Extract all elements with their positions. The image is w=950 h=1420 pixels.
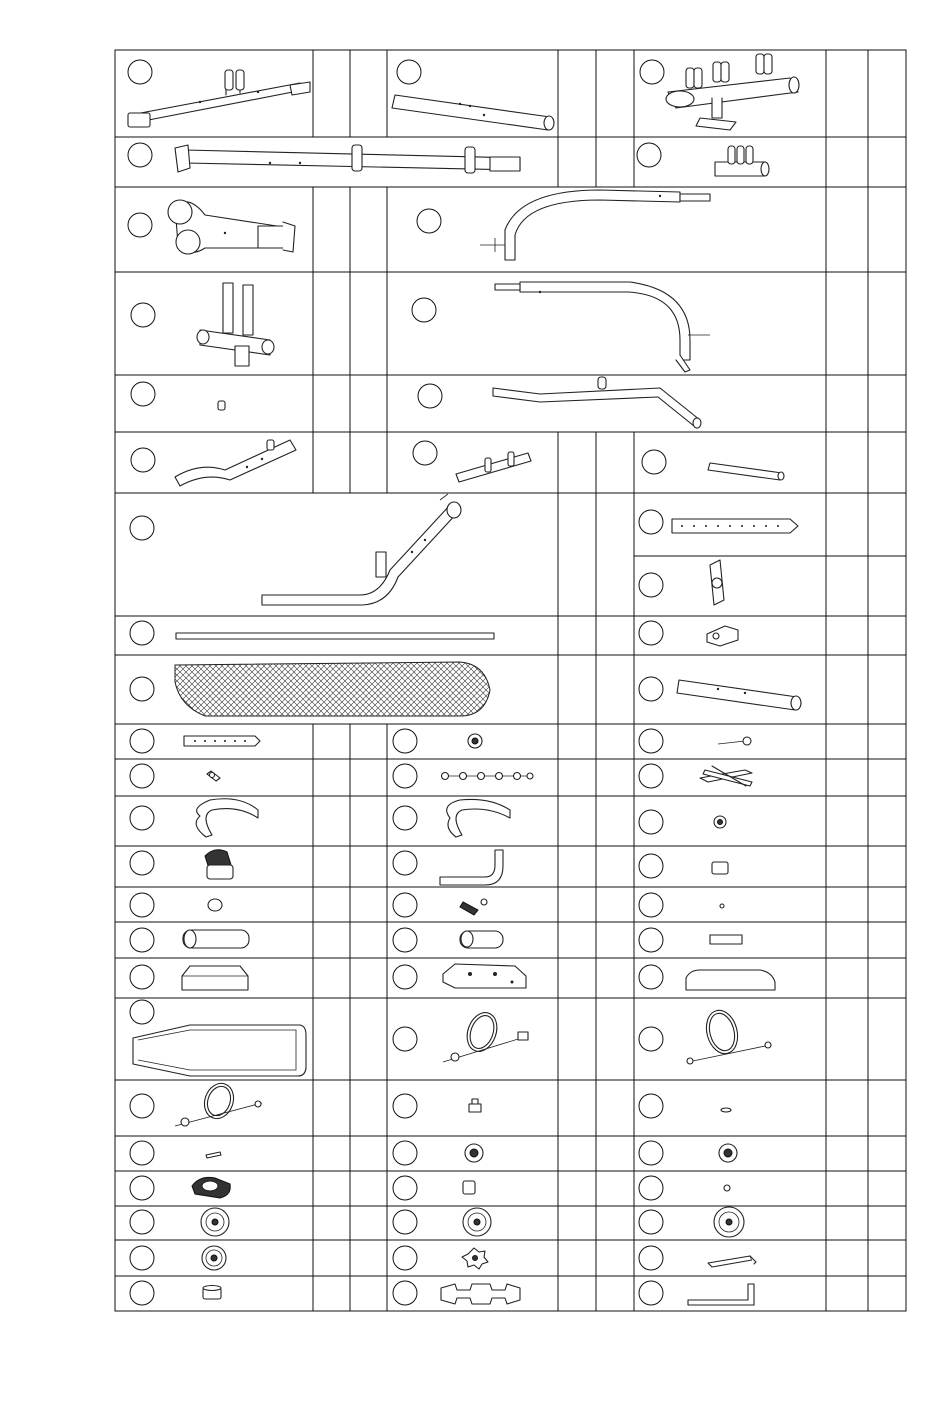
flat-washer-drawing [721, 1108, 731, 1112]
small-bracket-tube-drawing [715, 146, 769, 176]
seat-support-frame-drawing [666, 54, 799, 130]
pulley-wheel-drawing [465, 1144, 483, 1162]
small-nut-drawing [724, 1185, 730, 1191]
nut-drawing [714, 816, 726, 828]
hole-strip-drawing [184, 736, 260, 746]
weight-plate-d-drawing [202, 1246, 226, 1270]
allen-key-drawing [708, 1256, 756, 1267]
square-nut-drawing [463, 1181, 475, 1194]
flat-pad-drawing [710, 935, 742, 944]
long-tube-drawing [392, 95, 554, 130]
long-rod-drawing [176, 633, 494, 639]
weight-plate-a-drawing [201, 1208, 229, 1236]
curved-upright-arm-drawing [480, 190, 710, 260]
cable-pulley-c-drawing [175, 1079, 262, 1126]
star-knob-drawing [462, 1248, 488, 1269]
chain-drawing [442, 773, 534, 780]
l-tube-drawing [440, 850, 503, 885]
washer-cap-drawing [468, 734, 482, 748]
base-plate-drawing [443, 964, 526, 988]
rear-stabilizer-frame-drawing [175, 145, 520, 173]
knob-handle-drawing [205, 850, 233, 879]
small-ball-drawing [720, 904, 724, 908]
pin-drawing [206, 1152, 221, 1158]
end-cap-drawing [203, 1286, 221, 1300]
strap-band-drawing [196, 799, 258, 837]
chain-link-drawing [207, 771, 220, 781]
back-pad-drawing [133, 1025, 306, 1076]
spacer-drawing [712, 862, 728, 874]
cable-pulley-b-drawing [687, 1007, 771, 1064]
curved-top-arm-drawing [495, 282, 710, 372]
back-cushion-small-drawing [686, 970, 775, 990]
mesh-panel-drawing [175, 662, 490, 716]
small-clamp-drawing [707, 626, 738, 646]
bushing-drawing [208, 899, 222, 911]
long-allen-key-drawing [688, 1284, 754, 1305]
weight-plate-c-drawing [714, 1207, 744, 1237]
main-base-frame-drawing [128, 70, 310, 127]
small-knob-drawing [218, 401, 225, 410]
foam-roller-small-drawing [460, 931, 503, 948]
pulley-wheel-2-drawing [719, 1144, 737, 1162]
tube-with-holes-drawing [677, 680, 801, 710]
incline-frame-drawing [262, 494, 461, 605]
nut-small-drawing [469, 1099, 481, 1112]
handle-bar-drawing [493, 377, 701, 428]
hinge-bracket-drawing [710, 560, 724, 605]
bent-tube-drawing [175, 440, 296, 486]
wrench-set-drawing [700, 766, 752, 786]
clip-drawing [460, 899, 487, 915]
short-bar-drawing [456, 452, 531, 482]
cable-clamp-drawing [192, 1177, 230, 1198]
pivot-bracket-assembly-drawing [168, 200, 295, 254]
cable-pulley-a-drawing [443, 1008, 528, 1062]
weight-plate-b-drawing [463, 1208, 491, 1236]
round-rod-drawing [708, 463, 784, 480]
strap-band-2-drawing [447, 799, 510, 837]
multi-wrench-drawing [441, 1284, 520, 1304]
bolt-drawing [718, 737, 751, 745]
perforated-plate-drawing [672, 519, 798, 533]
seat-cushion-drawing [182, 966, 248, 990]
vertical-post-assembly-drawing [197, 283, 274, 366]
foam-roller-drawing [183, 930, 249, 948]
